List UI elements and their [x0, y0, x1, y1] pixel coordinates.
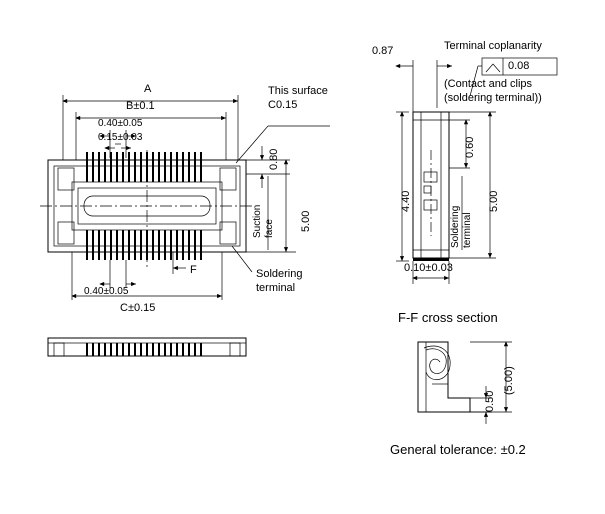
cross-section-title: F-F cross section: [398, 310, 498, 325]
dim-label-cs-050: 0.50: [484, 390, 496, 412]
dim-label-500-right: 5.00: [488, 190, 500, 212]
section-marker-F: F: [190, 264, 197, 276]
callout-this-surface: This surface: [268, 85, 328, 97]
left-side-elevation: [48, 338, 246, 356]
dim-label-B: B±0.1: [126, 100, 155, 112]
dim-label-pitch-bottom: 0.40±0.05: [84, 286, 129, 297]
callout-soldering-terminal-1: Soldering: [256, 268, 303, 280]
dim-label-C: C±0.15: [120, 302, 156, 314]
coplanarity-note-1: (Contact and clips: [444, 78, 533, 90]
dim-label-080: 0.80: [268, 148, 280, 170]
label-suction-face-2: face: [264, 219, 275, 238]
dim-label-060: 0.60: [464, 136, 476, 158]
cross-section-view: [418, 342, 512, 424]
label-suction-face-1: Suction: [252, 204, 263, 238]
label-soldering-terminal-r2: terminal: [462, 212, 473, 248]
coplanarity-note-2: (soldering terminal)): [444, 92, 542, 104]
label-terminal-coplanarity: Terminal coplanarity: [444, 40, 542, 52]
dim-label-440: 4.40: [400, 190, 412, 212]
callout-c015: C0.15: [268, 99, 298, 111]
label-soldering-terminal-r1: Soldering: [450, 205, 461, 248]
dim-label-500-left: 5.00: [300, 210, 312, 232]
dim-label-width-top: 0.15±0.03: [98, 132, 143, 143]
coplanarity-value: 0.08: [508, 60, 530, 72]
callout-soldering-terminal-2: terminal: [256, 282, 296, 294]
dim-label-pitch-top: 0.40±0.05: [98, 118, 143, 129]
dim-label-cs-500: (5.00): [503, 366, 515, 395]
dim-label-A: A: [144, 83, 152, 95]
dim-label-087: 0.87: [372, 45, 394, 57]
dim-label-010: 0.10±0.03: [404, 262, 453, 274]
general-tolerance-note: General tolerance: ±0.2: [390, 442, 526, 457]
